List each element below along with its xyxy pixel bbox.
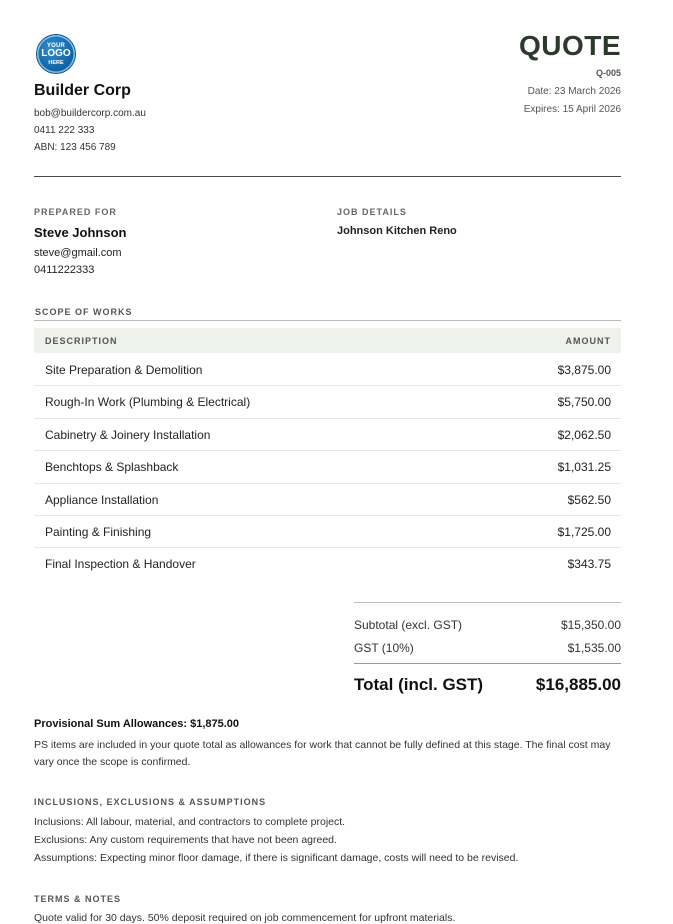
table-row — [34, 386, 621, 418]
company-phone: 0411 222 333 — [34, 125, 95, 136]
terms-label: TERMS & NOTES — [34, 894, 122, 904]
table-row — [34, 484, 621, 516]
item-description: Final Inspection & Handover — [45, 557, 196, 572]
gst-label: GST (10%) — [354, 641, 414, 655]
table-row — [34, 419, 621, 451]
column-header-description: DESCRIPTION — [45, 336, 118, 346]
company-abn: ABN: 123 456 789 — [34, 142, 116, 153]
client-email: steve@gmail.com — [34, 247, 122, 259]
exclusions-text: Exclusions: Any custom requirements that have not been agreed. — [34, 834, 337, 846]
logo-text-here: HERE — [48, 60, 64, 66]
totals-divider-top — [354, 602, 621, 603]
client-name: Steve Johnson — [34, 225, 127, 240]
item-description: Rough-In Work (Plumbing & Electrical) — [45, 395, 251, 410]
company-email: bob@buildercorp.com.au — [34, 108, 146, 119]
company-logo — [37, 35, 75, 73]
item-amount: $1,725.00 — [557, 524, 611, 539]
provisional-sum-body: PS items are included in your quote total as allowances for work that cannot be fully defined at this stage. The final cost may vary once the scope is confirmed. — [34, 739, 611, 768]
inclusions-text: Inclusions: All labour, material, and contractors to complete project. — [34, 816, 346, 828]
inclusions-label: INCLUSIONS, EXCLUSIONS & ASSUMPTIONS — [34, 797, 267, 807]
scope-table-body — [34, 354, 621, 581]
gst-value: $1,535.00 — [567, 641, 621, 655]
item-description: Appliance Installation — [45, 492, 159, 507]
company-name: Builder Corp — [34, 82, 131, 99]
item-amount: $5,750.00 — [557, 395, 611, 410]
item-amount: $343.75 — [567, 557, 611, 572]
terms-text: Quote valid for 30 days. 50% deposit required on job commencement for upfront materials. — [34, 912, 456, 924]
logo-text-your: YOUR — [46, 43, 66, 49]
quote-date: Date: 23 March 2026 — [527, 86, 621, 97]
job-name: Johnson Kitchen Reno — [337, 225, 457, 237]
quote-title: QUOTE — [518, 30, 621, 61]
item-amount: $2,062.50 — [557, 427, 611, 442]
total-label: Total (incl. GST) — [354, 675, 484, 694]
subtotal-label: Subtotal (excl. GST) — [354, 618, 463, 632]
item-amount: $562.50 — [567, 492, 611, 507]
logo-text-logo: LOGO — [41, 48, 71, 59]
scope-table-header — [34, 328, 621, 353]
client-phone: 0411222333 — [34, 264, 95, 276]
column-header-amount: AMOUNT — [565, 336, 611, 346]
item-description: Cabinetry & Joinery Installation — [45, 427, 211, 442]
item-description: Painting & Finishing — [45, 524, 152, 539]
item-amount: $3,875.00 — [557, 363, 611, 377]
scope-divider — [34, 320, 621, 321]
table-row — [34, 516, 621, 548]
item-description: Site Preparation & Demolition — [45, 363, 203, 377]
total-value: $16,885.00 — [535, 675, 621, 694]
table-row — [34, 354, 621, 386]
quote-expiry: Expires: 15 April 2026 — [523, 104, 621, 115]
quote-number: Q-005 — [595, 68, 621, 78]
item-amount: $1,031.25 — [557, 460, 611, 475]
table-row — [34, 548, 621, 580]
assumptions-text: Assumptions: Expecting minor floor damage, if there is significant damage, costs will need to be revised. — [34, 852, 519, 864]
table-row — [34, 451, 621, 483]
job-details-label: JOB DETAILS — [337, 207, 407, 217]
header-divider — [34, 176, 621, 177]
subtotal-value: $15,350.00 — [560, 618, 621, 632]
prepared-for-label: PREPARED FOR — [34, 207, 117, 217]
item-description: Benchtops & Splashback — [45, 460, 179, 475]
provisional-sum-title: Provisional Sum Allowances: $1,875.00 — [34, 718, 240, 730]
totals-divider-bottom — [354, 663, 621, 664]
scope-label: SCOPE OF WORKS — [35, 307, 133, 317]
